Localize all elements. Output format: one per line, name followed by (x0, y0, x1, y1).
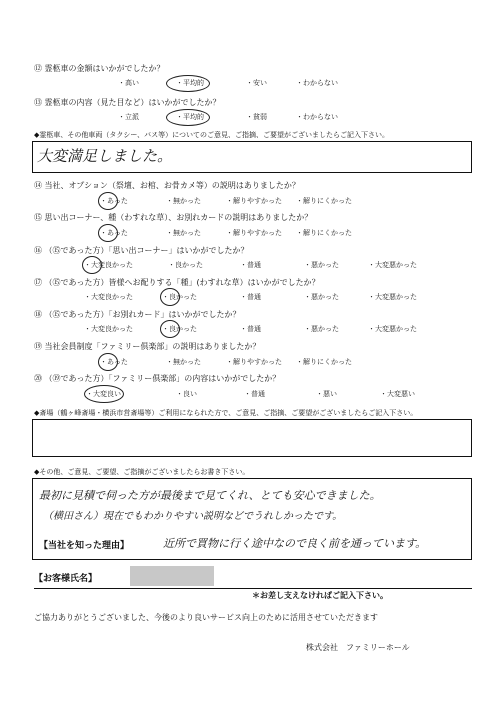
options-16 (0, 260, 499, 272)
option[interactable]: ・良い (176, 390, 197, 398)
option[interactable]: ・無かった (166, 229, 201, 237)
comment-1-box[interactable] (32, 141, 472, 173)
option[interactable]: ・わからない (296, 79, 338, 87)
comment-1-handwriting: 大変満足しました。 (37, 147, 173, 165)
option[interactable]: ・大変悪かった (368, 261, 417, 269)
comment-3-handwriting-line2: （横田さん）現在でもわかりやすい説明などでうれしかったです。 (43, 511, 343, 522)
comment-3-box[interactable] (32, 478, 472, 560)
option[interactable]: ・普通 (240, 325, 261, 333)
answer-circle-mark (98, 224, 118, 242)
option-selected[interactable]: ・良かった (162, 293, 197, 301)
option[interactable]: ・解りやすかった (226, 358, 282, 366)
option[interactable]: ・悪い (316, 390, 337, 398)
option[interactable]: ・立派 (118, 113, 139, 121)
option[interactable]: ・無かった (166, 197, 201, 205)
option[interactable]: ・貧弱 (246, 113, 267, 121)
options-15 (0, 228, 499, 240)
name-underline (34, 588, 472, 589)
option-selected[interactable]: ・大変良い (86, 390, 121, 398)
question-18: ⑱ （⑮であった方）「お別れカード」はいかがでしたか？ (34, 310, 241, 319)
comment-1-label: ◆霊柩車、その他車両（タクシー、バス等）についてのご意見、ご指摘、ご要望がございましたらご記入下さい。 (34, 131, 389, 139)
answer-circle-mark (98, 353, 118, 371)
question-20: ⑳ （⑲であった方）「ファミリー倶楽部」の内容はいかがでしたか？ (34, 374, 281, 383)
option-selected[interactable]: ・平均的 (176, 113, 204, 121)
options-17 (0, 292, 499, 304)
company-name: 株式会社 ファミリーホール (306, 643, 410, 652)
option[interactable]: ・悪かった (304, 325, 339, 333)
option[interactable]: ・大変悪かった (368, 325, 417, 333)
answer-circle-mark (160, 320, 180, 338)
reason-label: 【当社を知った理由】 (39, 541, 130, 551)
options-20 (0, 389, 499, 401)
options-12 (0, 78, 499, 90)
question-13: ⑬ 霊柩車の内容（見た目など）はいかがでしたか？ (34, 98, 221, 107)
question-15: ⑮ 思い出コーナー、種（わすれな草）、お別れカードの説明はありましたか？ (34, 213, 313, 222)
question-12: ⑫ 霊柩車の金額はいかがでしたか？ (34, 64, 165, 73)
option[interactable]: ・普通 (240, 261, 261, 269)
option[interactable]: ・良かった (168, 261, 203, 269)
answer-circle-mark (84, 385, 124, 403)
name-label: 【お客様氏名】 (34, 574, 98, 584)
option[interactable]: ・無かった (166, 358, 201, 366)
option[interactable]: ・解りにくかった (296, 358, 352, 366)
option[interactable]: ・大変良かった (84, 293, 133, 301)
option[interactable]: ・大変悪かった (368, 293, 417, 301)
answer-circle-mark (166, 75, 210, 92)
option-selected[interactable]: ・平均的 (176, 79, 204, 87)
option[interactable]: ・悪かった (304, 261, 339, 269)
options-19 (0, 357, 499, 369)
option[interactable]: ・解りやすかった (226, 229, 282, 237)
option[interactable]: ・悪かった (304, 293, 339, 301)
name-note: ＊お差し支えなければご記入下さい。 (252, 591, 388, 600)
answer-circle-mark (98, 192, 118, 210)
options-18 (0, 324, 499, 336)
option-selected[interactable]: ・大変良かった (84, 261, 133, 269)
options-14 (0, 196, 499, 208)
option[interactable]: ・安い (246, 79, 267, 87)
option-selected[interactable]: ・良かった (162, 325, 197, 333)
answer-circle-mark (166, 109, 210, 126)
option[interactable]: ・普通 (244, 390, 265, 398)
question-17: ⑰ （⑮であった方）皆様へお配りする「種」(わすれな草）はいかがでしたか？ (34, 278, 320, 287)
option[interactable]: ・高い (118, 79, 139, 87)
question-14: ⑭ 当社、オプション（祭壇、お棺、お骨カメ等）の説明はありましたか？ (34, 181, 300, 190)
comment-3-label: ◆その他、ご意見、ご要望、ご指摘がございましたらお書き下さい。 (34, 468, 250, 476)
thanks-text: ご協力ありがとうございました、今後のより良いサービス向上のために活用させていただきます (34, 613, 378, 622)
name-redacted-field[interactable] (130, 566, 214, 586)
comment-2-label: ◆斎場（鶴ヶ峰斎場・横浜市営斎場等）ご利用になられた方で、ご意見、ご指摘、ご要望がございましたらご記入下さい。 (34, 409, 418, 417)
option[interactable]: ・大変悪い (380, 390, 415, 398)
question-16: ⑯ （⑮であった方）「思い出コーナー」はいかがでしたか？ (34, 246, 249, 255)
options-13 (0, 112, 499, 124)
option[interactable]: ・解りやすかった (226, 197, 282, 205)
comment-3-handwriting-line1: 最初に見積で伺った方が最後まで見てくれ、とても安心できました。 (39, 489, 381, 502)
option[interactable]: ・普通 (240, 293, 261, 301)
option-selected[interactable]: ・あった (100, 197, 128, 205)
option[interactable]: ・解りにくかった (296, 229, 352, 237)
option-selected[interactable]: ・あった (100, 358, 128, 366)
answer-circle-mark (82, 256, 102, 274)
option[interactable]: ・解りにくかった (296, 197, 352, 205)
reason-handwriting: 近所で買物に行く途中なので良く前を通っています。 (163, 537, 427, 550)
comment-2-box[interactable] (32, 419, 472, 457)
answer-circle-mark (160, 288, 180, 306)
option[interactable]: ・大変良かった (84, 325, 133, 333)
option-selected[interactable]: ・あった (100, 229, 128, 237)
question-19: ⑲ 当社会員制度「ファミリー倶楽部」の説明はありましたか？ (34, 342, 261, 351)
option[interactable]: ・わからない (296, 113, 338, 121)
